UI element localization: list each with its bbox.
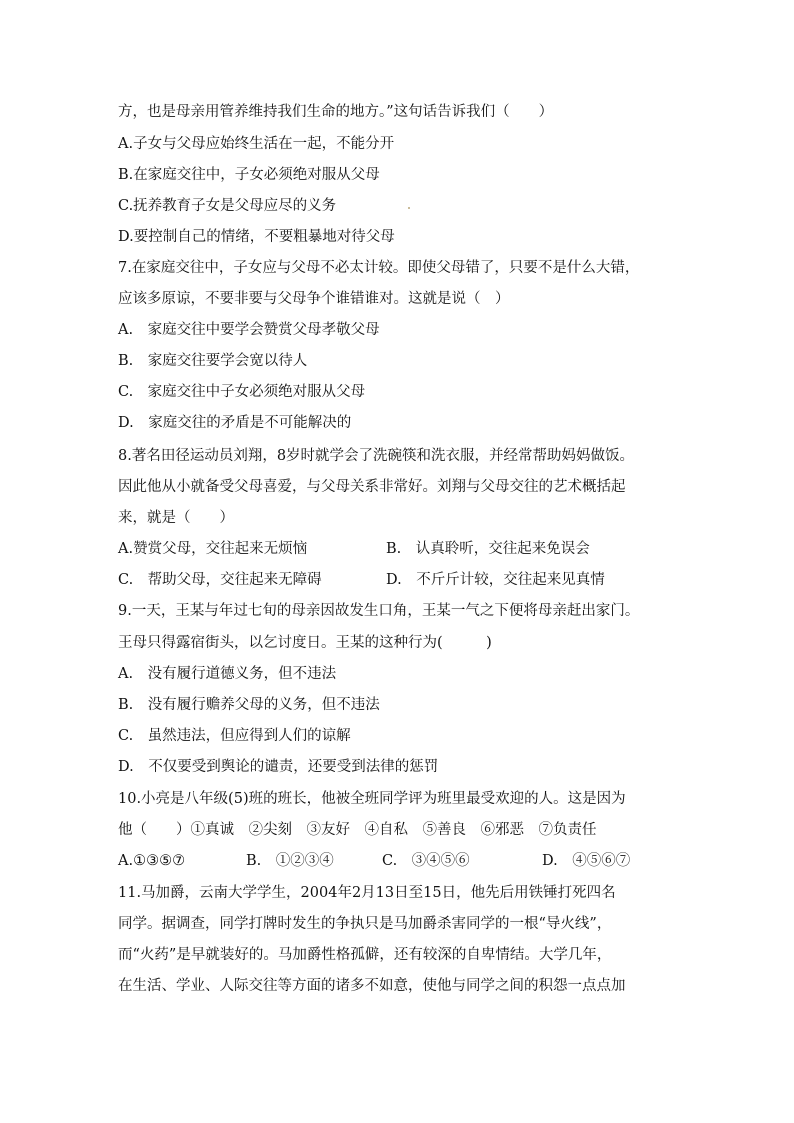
question-7-option-d: D. 家庭交往的矛盾是不可能解决的: [118, 415, 352, 431]
question-9-option-d: D. 不仅要受到舆论的谴责，还要受到法律的惩罚: [118, 759, 439, 775]
question-11-stem-line-3: 而“火药”是早就装好的。马加爵性格孤僻，还有较深的自卑情结。大学几年，: [118, 947, 612, 963]
question-8-options-row-2: [118, 570, 678, 590]
question-9-stem-line-1: 9.一天，王某与年过七旬的母亲因故发生口角，王某一气之下便将母亲赶出家门。: [118, 603, 640, 619]
question-8-stem-line-2: 因此他从小就备受父母喜爱，与父母关系非常好。刘翔与父母交往的艺术概括起: [118, 479, 626, 495]
speck-mark: [408, 207, 410, 209]
question-10-options-row: [118, 851, 678, 871]
question-9-option-b: B. 没有履行赡养父母的义务，但不违法: [118, 697, 380, 713]
question-8-options-row-1: [118, 539, 678, 559]
question-10-stem-line-1: 10.小亮是八年级(5)班的班长，他被全班同学评为班里最受欢迎的人。这是因为: [118, 791, 626, 807]
question-11-stem-line-4: 在生活、学业、人际交往等方面的诸多不如意，使他与同学之间的积怨一点点加: [118, 978, 626, 994]
question-6-option-a: A.子女与父母应始终生活在一起，不能分开: [118, 136, 395, 152]
question-8-option-d: D. 不斤斤计较，交往起来见真情: [386, 572, 605, 588]
question-6-stem-tail: 方，也是母亲用管养维持我们生命的地方。”这句话告诉我们（ ）: [118, 104, 554, 120]
question-6-option-c: C.抚养教育子女是父母应尽的义务: [118, 198, 337, 214]
question-8-option-a: A.赞赏父母，交往起来无烦恼: [118, 541, 308, 557]
question-8-stem-line-1: 8.著名田径运动员刘翔，8岁时就学会了洗碗筷和洗衣服，并经常帮助妈妈做饭。: [118, 448, 635, 464]
question-10-stem-line-2: 他（ ）①真诚 ②尖刻 ③友好 ④自私 ⑤善良 ⑥邪恶 ⑦负责任: [118, 822, 597, 838]
question-9-option-c: C. 虽然违法，但应得到人们的谅解: [118, 728, 351, 744]
question-10-option-a: A.①③⑤⑦: [118, 853, 186, 869]
question-10-option-d: D. ④⑤⑥⑦: [542, 853, 631, 869]
question-6-option-b: B.在家庭交往中，子女必须绝对服从父母: [118, 167, 380, 183]
question-10-option-c: C. ③④⑤⑥: [382, 853, 470, 869]
question-8-option-c: C. 帮助父母，交往起来无障碍: [118, 572, 322, 588]
question-11-stem-line-1: 11.马加爵，云南大学学生，2004年2月13日至15日，他先后用铁锤打死四名: [118, 885, 616, 901]
question-7-stem-line-1: 7.在家庭交往中，子女应与父母不必太计较。即使父母错了，只要不是什么大错，: [118, 260, 640, 276]
question-6-option-d: D.要控制自己的情绪，不要粗暴地对待父母: [118, 229, 395, 245]
question-7-option-c: C. 家庭交往中子女必须绝对服从父母: [118, 384, 366, 400]
question-8-stem-line-3: 来，就是（ ）: [118, 510, 234, 526]
question-11-stem-line-2: 同学。据调查，同学打牌时发生的争执只是马加爵杀害同学的一根“导火线”，: [118, 916, 612, 932]
question-7-option-a: A. 家庭交往中要学会赞赏父母孝敬父母: [118, 322, 380, 338]
question-10-option-b: B. ①②③④: [246, 853, 334, 869]
question-7-option-b: B. 家庭交往要学会宽以待人: [118, 353, 308, 369]
question-7-stem-line-2: 应该多原谅，不要非要与父母争个谁错谁对。这就是说（ ）: [118, 291, 510, 307]
question-9-stem-line-2: 王母只得露宿街头，以乞讨度日。王某的这种行为( ): [118, 635, 492, 651]
question-9-option-a: A. 没有履行道德义务，但不违法: [118, 666, 337, 682]
question-8-option-b: B. 认真聆听，交往起来免误会: [386, 541, 590, 557]
